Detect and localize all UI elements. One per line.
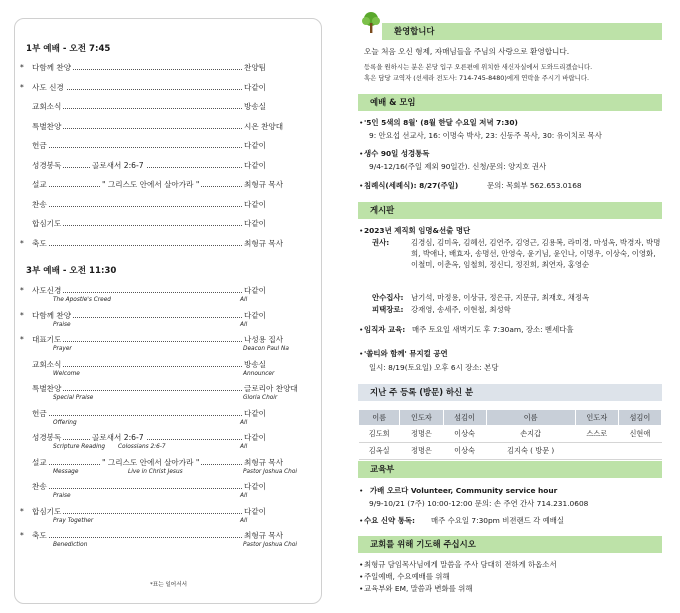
board-item2-title: 임직자 교육: (364, 325, 406, 334)
scripture-or-title: " 그리스도 안에서 살아가라 " (102, 457, 200, 467)
welcome-line3: 혹은 담당 교역자 (선세라 전도사: 714-745-8480)에게 연락을 주시기 바랍니다. (364, 74, 590, 82)
program-item: 사도 신경 (32, 82, 64, 92)
program-item: 찬송 (32, 482, 47, 491)
program-item: 합심기도 (32, 219, 62, 228)
program-leader: 시온 찬양대 (244, 121, 284, 131)
table-row (359, 426, 662, 443)
board-item3-title: '쏠티와 함께' 뮤지컬 공연 (364, 349, 448, 358)
table-row (359, 443, 662, 460)
english-leader: Gloria Choir (243, 395, 278, 401)
bullet-icon: • (359, 226, 364, 235)
program-item: 성경봉독 (32, 433, 62, 442)
program-row (20, 199, 292, 210)
program-row (20, 179, 292, 190)
bullet-icon: • (359, 349, 364, 358)
bullet-icon: • (359, 181, 364, 190)
english-leader: Deacon Paul Na (243, 346, 289, 352)
program-item: 교회소식 (32, 359, 62, 369)
program-leader: 다같이 (244, 408, 267, 418)
dotted-leader (32, 513, 244, 514)
stand-marker: * (20, 238, 24, 248)
english-item: Praise (53, 321, 71, 328)
stand-marker: * (20, 82, 24, 92)
english-leader: All (240, 419, 248, 426)
english-leader: All (240, 444, 248, 450)
standing-footnote: *표는 일어서서 (150, 582, 187, 588)
stand-marker: * (20, 63, 24, 72)
program-leader: 방송실 (244, 359, 267, 369)
program-leader: 최형규 목사 (244, 180, 284, 189)
bullet-icon: • (359, 486, 364, 495)
program-leader: 나성용 집사 (244, 335, 284, 344)
english-leader: All (240, 517, 248, 524)
english-title: Live in Christ Jesus (128, 468, 183, 475)
column-header: 인도자 (400, 410, 443, 426)
worship-item3-detail: 문의: 목회부 562.653.0168 (487, 181, 582, 190)
education-item1-title: 가배 오르다 Volunteer, Community service hour (370, 486, 558, 495)
program-row (20, 140, 292, 151)
program-item: 찬송 (32, 199, 47, 209)
scripture-or-title: 골로새서 2:6-7 (92, 433, 144, 442)
table-cell: 스스로 (575, 426, 618, 443)
program-leader: 다같이 (244, 506, 267, 516)
program-item: 축도 (32, 238, 47, 248)
english-leader: All (240, 321, 248, 328)
stand-marker: * (20, 531, 24, 540)
welcome-line2: 등록을 원하시는 분은 본당 입구 오른편에 위치한 새신자실에서 도와드리겠습니다. (364, 63, 593, 71)
program-row (20, 285, 292, 296)
program-leader: 최형규 목사 (244, 531, 284, 540)
service1-title: 1부 예배 - 오전 7:45 (26, 44, 111, 54)
english-item: The Apostle's Creed (53, 297, 111, 303)
education-item2-detail: 매주 수요일 7:30pm 비젼랜드 각 예배실 (431, 516, 565, 525)
registration-table (358, 409, 662, 460)
english-item: Message (53, 468, 79, 475)
dotted-leader (32, 108, 244, 109)
scripture-or-title: " 그리스도 안에서 살아가라 " (102, 180, 200, 189)
dotted-leader (32, 390, 244, 391)
english-item: Prayer (53, 346, 72, 352)
english-item: Praise (53, 493, 71, 499)
education-item1-detail: 9/9-10/21 (7주) 10:00-12:00 문의: 손 주연 간사 714.231.0608 (369, 499, 589, 508)
tree-logo-icon (361, 12, 381, 34)
bullet-icon: • (359, 149, 364, 158)
program-item: 특별찬양 (32, 384, 62, 393)
service3-title: 3부 예배 - 오전 11:30 (26, 266, 117, 276)
dotted-leader (32, 147, 244, 148)
program-item: 설교 (32, 180, 47, 189)
stand-marker: * (20, 286, 24, 295)
prayer-item: 교육부와 EM, 말씀과 변화를 위해 (364, 584, 473, 593)
program-row (20, 359, 292, 370)
program-item: 합심기도 (32, 506, 62, 516)
program-row (20, 82, 292, 93)
program-row (20, 121, 292, 132)
pitak-names: 강재영, 송세주, 이현철, 최성학 (411, 305, 511, 314)
program-leader: 다같이 (244, 310, 267, 320)
program-item: 다함께 찬양 (32, 63, 72, 72)
program-leader: 다같이 (244, 199, 267, 209)
registration-heading: 지난 주 등록 (방문) 하신 분 (358, 384, 662, 401)
program-row (20, 238, 292, 249)
anjip-names: 남기석, 마정용, 이상규, 정은규, 지문규, 최재호, 채정옥 (411, 293, 590, 302)
dotted-leader (32, 128, 244, 129)
prayer-item: 주일예배, 수요예배를 위해 (364, 572, 450, 581)
scripture-or-title: 골로새서 2:6-7 (92, 160, 144, 170)
program-row (20, 334, 292, 345)
bullet-icon: • (359, 560, 364, 569)
table-cell: 손지갑 (486, 426, 575, 443)
table-cell: 김옥실 (359, 443, 400, 460)
education-heading: 교육부 (358, 461, 662, 478)
english-leader: All (240, 493, 248, 499)
pitak-label: 피택장로: (372, 305, 404, 314)
program-leader: 글로리아 찬양대 (244, 384, 298, 393)
bullet-icon: • (359, 516, 364, 525)
dotted-leader (32, 366, 244, 367)
english-leader: Announcer (243, 370, 275, 377)
program-item: 다함께 찬양 (32, 310, 72, 320)
column-header: 섬김이 (443, 410, 486, 426)
dotted-leader (32, 537, 244, 538)
prayer-heading: 교회를 위해 기도해 주십시오 (358, 536, 662, 553)
program-row (20, 457, 292, 468)
dotted-leader (32, 206, 244, 207)
worship-item2-title: 생수 90일 성경통독 (364, 149, 430, 158)
program-row (20, 408, 292, 419)
program-leader: 최형규 목사 (244, 238, 284, 248)
stand-marker: * (20, 335, 24, 344)
program-leader: 다같이 (244, 141, 267, 150)
stand-marker: * (20, 506, 24, 516)
table-cell: 신현애 (618, 426, 661, 443)
english-item: Offering (53, 419, 77, 426)
program-item: 헌금 (32, 141, 47, 150)
worship-item1-detail: 9: 안요섭 선교사, 16: 이명숙 박사, 23: 신동주 목사, 30: 유이치로 목사 (369, 131, 602, 140)
bullet-icon: • (359, 584, 364, 593)
english-item: Special Praise (53, 395, 94, 401)
table-cell: 정명은 (400, 443, 443, 460)
english-title: Colossians 2:6-7 (118, 444, 166, 450)
table-cell: 정명은 (400, 426, 443, 443)
english-leader: Pastor Joshua Choi (243, 542, 298, 548)
program-row (20, 481, 292, 492)
dotted-leader (32, 488, 244, 489)
dotted-leader (32, 292, 244, 293)
kwonsa-names: 김경심, 김미옥, 김혜선, 김연주, 김영근, 김용복, 라미경, 마성옥, 박경자, 박명희, 박애나, 배효자, 송명선, 안영숙, 윤기님, 윤인나, 이명우, 이상숙, 이영화, 이철미, 이춘옥, 임철희, 정신디, 정진희, 최연자, 홍영순 (411, 238, 661, 269)
english-leader: All (240, 297, 248, 303)
program-row (20, 310, 292, 321)
program-leader: 다같이 (244, 433, 267, 442)
dotted-leader (32, 245, 244, 246)
column-header: 이름 (359, 410, 400, 426)
welcome-line1: 오늘 처음 오신 형제, 자매님들을 주님의 사랑으로 환영합니다. (364, 47, 570, 56)
bullet-icon: • (359, 325, 364, 334)
program-item: 축도 (32, 531, 47, 540)
program-item: 성경봉독 (32, 160, 62, 170)
table-cell: 이상숙 (443, 443, 486, 460)
program-leader: 다같이 (244, 160, 267, 170)
board-item2-detail: 매주 토요일 새벽기도 후 7:30am, 장소: 벧세다홀 (412, 325, 574, 334)
anjip-label: 안수집사: (372, 293, 404, 302)
program-leader: 다같이 (244, 286, 267, 295)
worship-item2-detail: 9/4-12/16(주일 제외 90일간). 신청/문의: 양지호 권사 (369, 162, 547, 171)
table-cell (618, 443, 661, 460)
program-leader: 다같이 (244, 219, 267, 228)
dotted-leader (32, 225, 244, 226)
program-row (20, 506, 292, 517)
program-item: 사도신경 (32, 286, 62, 295)
worship-heading: 예배 & 모임 (358, 94, 662, 111)
table-cell: 김지숙 ( 방문 ) (486, 443, 575, 460)
education-item2-title: 수요 신약 통독: (364, 516, 415, 525)
program-item: 설교 (32, 457, 47, 467)
column-header: 이름 (486, 410, 575, 426)
english-item: Pray Together (53, 517, 94, 524)
table-cell: 김도희 (359, 426, 400, 443)
english-leader: Pastor Joshua Choi (243, 468, 298, 475)
program-item: 교회소식 (32, 102, 62, 111)
program-leader: 최형규 목사 (244, 457, 284, 467)
program-row (20, 432, 292, 443)
welcome-heading: 환영합니다 (382, 23, 662, 40)
program-item: 헌금 (32, 408, 47, 418)
program-leader: 방송실 (244, 102, 267, 111)
program-leader: 찬양팀 (244, 63, 267, 72)
program-row (20, 218, 292, 229)
column-header: 인도자 (575, 410, 618, 426)
program-item: 특별찬양 (32, 121, 62, 131)
program-row (20, 62, 292, 73)
english-item: Benediction (53, 542, 88, 548)
board-item3-detail: 일시: 8/19(토요일) 오후 6시 장소: 본당 (369, 363, 499, 372)
dotted-leader (32, 415, 244, 416)
kwonsa-label: 권사: (372, 238, 390, 247)
program-row (20, 101, 292, 112)
bullet-icon: • (359, 572, 364, 581)
column-header: 섬김이 (618, 410, 661, 426)
program-item: 대표기도 (32, 335, 62, 344)
board-heading: 게시판 (358, 202, 662, 219)
table-cell: 이상숙 (443, 426, 486, 443)
bullet-icon: • (359, 118, 364, 127)
dotted-leader (32, 341, 244, 342)
program-row (20, 160, 292, 171)
program-leader: 다같이 (244, 82, 267, 92)
english-item: Welcome (53, 370, 80, 377)
worship-item1-title: '5인 5색의 8월' (8월 한달 수요일 저녁 7:30) (364, 118, 518, 127)
program-leader: 다같이 (244, 482, 267, 491)
program-row (20, 383, 298, 394)
program-row (20, 530, 292, 541)
prayer-item: 최형규 담임목사님에게 말씀을 주사 담대히 전하게 하옵소서 (364, 560, 557, 569)
board-item1-title: 2023년 제직회 임명&선출 명단 (364, 226, 471, 235)
stand-marker: * (20, 310, 24, 320)
english-item: Scripture Reading (53, 444, 106, 450)
worship-item3-title: 침례식(세례식): 8/27(주일) (364, 181, 459, 190)
table-cell (575, 443, 618, 460)
